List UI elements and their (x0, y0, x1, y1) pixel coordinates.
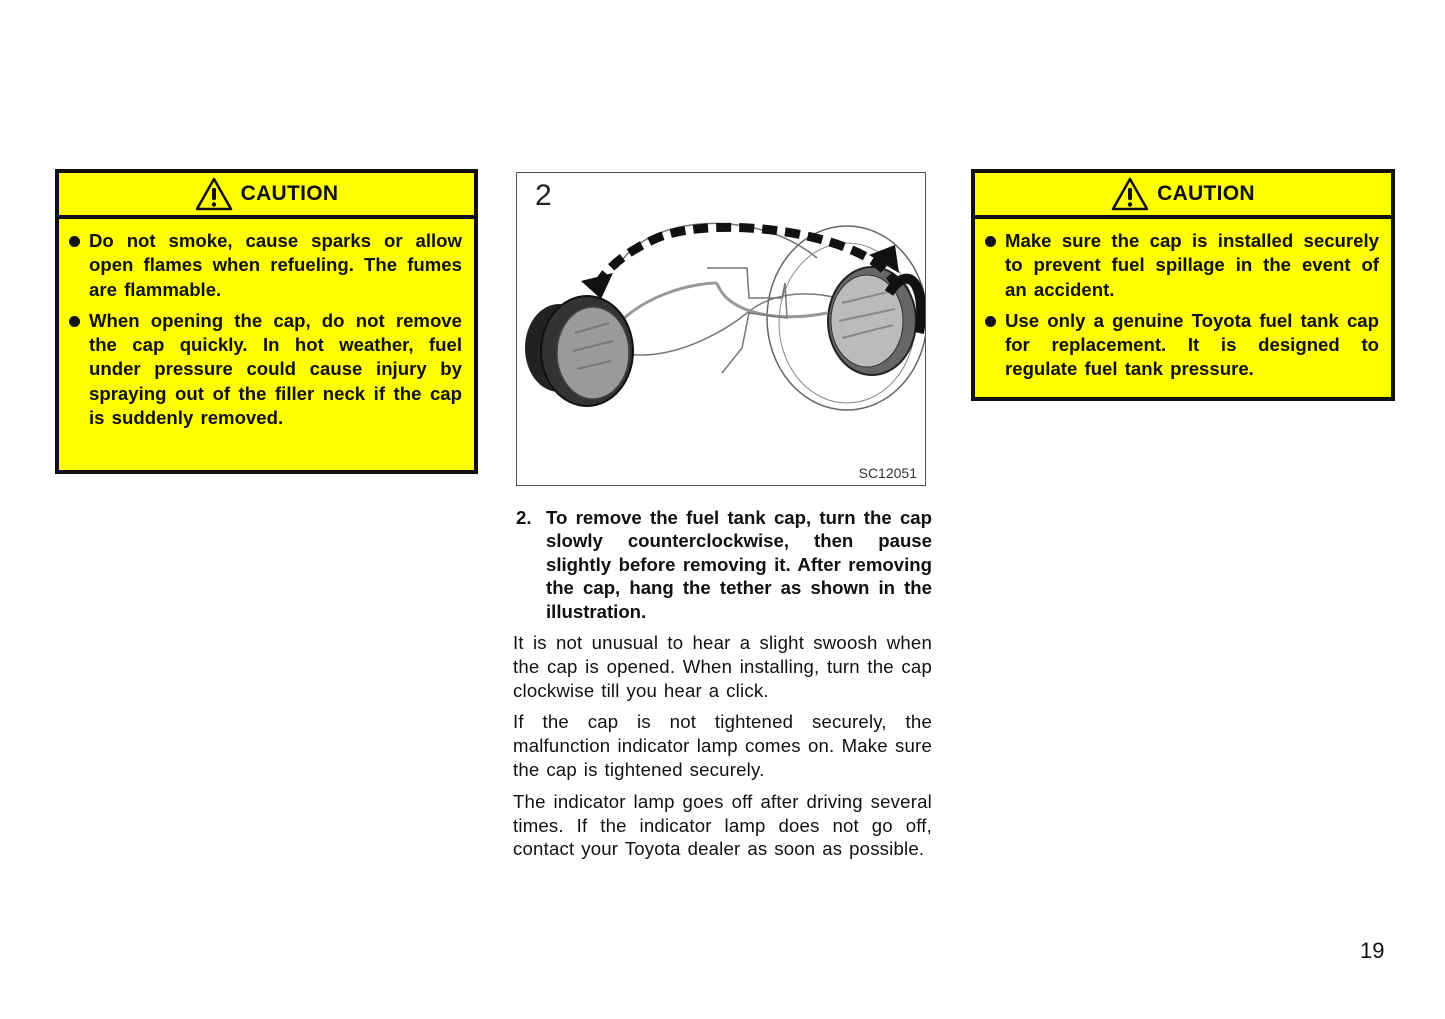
caution-item (985, 229, 1379, 302)
caution-item (69, 229, 462, 302)
paragraph: If the cap is not tightened securely, the malfunction indicator lamp comes on. Make sure the cap is tightened securely. (513, 711, 932, 781)
figure-code: SC12051 (858, 465, 917, 481)
warning-triangle-icon (1111, 177, 1149, 211)
caution-item-text: Make sure the cap is installed securely to prevent fuel spillage in the event of an accident. (1005, 230, 1379, 300)
warning-triangle-icon (195, 177, 233, 211)
caution-item-text: Do not smoke, cause sparks or allow open flames when refueling. The fumes are flammable. (89, 230, 462, 300)
figure-number: 2 (535, 179, 552, 212)
caution-item (69, 309, 462, 430)
paragraph: The indicator lamp goes off after driving several times. If the indicator lamp does not go off, contact your Toyota dealer as soon as possible. (513, 790, 932, 860)
caution-box-left (55, 169, 478, 474)
paragraph: It is not unusual to hear a slight swoosh when the cap is opened. When installing, turn the cap clockwise till you hear a click. (513, 632, 932, 701)
step-number: 2. (516, 507, 532, 528)
caution-header (975, 173, 1391, 219)
page-number: 19 (1360, 938, 1385, 963)
caution-title: CAUTION (1157, 182, 1255, 205)
bullet-icon (985, 229, 1005, 247)
fuel-cap-drawing-icon (517, 173, 925, 485)
caution-box-right (971, 169, 1395, 401)
step-item (513, 506, 932, 623)
caution-item-text: Use only a genuine Toyota fuel tank cap for replacement. It is designed to regulate fuel tank pressure. (1005, 309, 1379, 380)
bullet-icon (69, 229, 89, 247)
caution-item (985, 309, 1379, 382)
fuel-cap-illustration (516, 172, 926, 486)
step-text: To remove the fuel tank cap, turn the cap slowly counterclockwise, then pause slightly before removing it. After removing the cap, hang the tether as shown in the illustration. (546, 507, 932, 622)
instruction-column (513, 506, 932, 869)
caution-item-text: When opening the cap, do not remove the cap quickly. In hot weather, fuel under pressure could cause injury by spraying out of the filler neck if the cap is suddenly removed. (89, 309, 462, 429)
bullet-icon (69, 309, 89, 327)
bullet-icon (985, 309, 1005, 327)
caution-body (975, 219, 1391, 390)
caution-title: CAUTION (240, 182, 339, 205)
caution-header (59, 173, 474, 219)
caution-body (59, 219, 474, 438)
